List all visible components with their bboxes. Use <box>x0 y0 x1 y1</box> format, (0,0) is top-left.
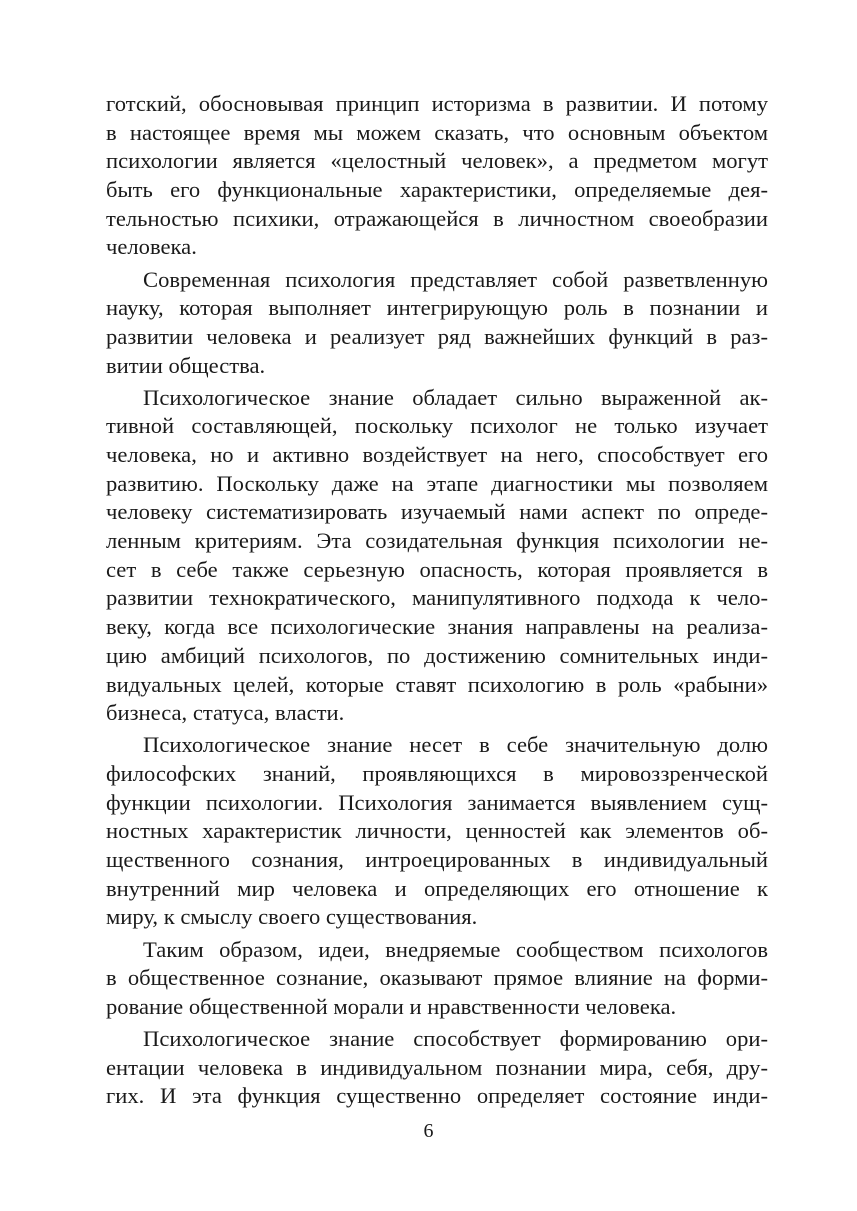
text-line: Психологическое знание несет в себе значительную долю <box>143 732 768 758</box>
text-line: в общественное сознание, оказывают прямое влияние на форми- <box>106 965 768 991</box>
text-line: в настоящее время мы можем сказать, что основным объектом <box>106 119 768 145</box>
text-line: функции психологии. Психология занимается выявлением сущ- <box>106 789 768 815</box>
text-line: развитию. Поскольку даже на этапе диагностики мы позволяем <box>106 470 768 496</box>
paragraph-3 <box>106 384 768 728</box>
text-line: развитии человека и реализует ряд важнейших функций в раз- <box>106 323 768 349</box>
text-line: психологии является «целостный человек», а предметом могут <box>106 148 768 174</box>
text-line: щественного сознания, интроецированных в индивидуальный <box>106 847 768 873</box>
text-line: витии общества. <box>106 352 266 378</box>
paragraph-6 <box>106 1025 768 1111</box>
text-line: тивной составляющей, поскольку психолог не только изучает <box>106 413 768 439</box>
text-line: философских знаний, проявляющихся в мировоззренческой <box>106 760 768 786</box>
text-line: развитии технократического, манипулятивного подхода к чело- <box>106 585 768 611</box>
text-line: ностных характеристик личности, ценностей как элементов об- <box>106 818 768 844</box>
text-line: человека. <box>106 234 197 260</box>
text-line: бизнеса, статуса, власти. <box>106 700 345 726</box>
paragraph-2 <box>106 266 768 381</box>
text-line: Современная психология представляет собой разветвленную <box>143 266 768 292</box>
text-line: быть его функциональные характеристики, определяемые дея- <box>106 177 768 203</box>
page-number: 6 <box>423 1120 434 1142</box>
text-line: человека, но и активно воздействует на него, способствует его <box>106 442 768 468</box>
text-line: цию амбиций психологов, по достижению сомнительных инди- <box>106 642 768 668</box>
paragraph-4 <box>106 731 768 932</box>
text-line: готский, обосновывая принцип историзма в развитии. И потому <box>106 91 768 116</box>
text-line: Психологическое знание обладает сильно выраженной ак- <box>143 384 768 410</box>
text-line: рование общественной морали и нравственности человека. <box>106 993 677 1019</box>
text-line: Психологическое знание способствует формированию ори- <box>143 1025 768 1051</box>
page-body <box>106 90 768 1114</box>
text-line: веку, когда все психологические знания направлены на реализа- <box>106 614 768 640</box>
text-line: ленным критериям. Эта созидательная функция психологии не- <box>106 528 768 554</box>
text-line: ентации человека в индивидуальном познании мира, себя, дру- <box>106 1054 768 1080</box>
text-line: видуальных целей, которые ставят психологию в роль «рабыни» <box>106 671 768 697</box>
text-line: науку, которая выполняет интегрирующую роль в познании и <box>106 295 768 321</box>
paragraph-1 <box>106 90 768 262</box>
text-line: миру, к смыслу своего существования. <box>106 904 478 930</box>
text-line: внутренний мир человека и определяющих его отношение к <box>106 875 768 901</box>
text-line: тельностью психики, отражающейся в личностном своеобразии <box>106 205 768 231</box>
text-line: гих. И эта функция существенно определяет состояние инди- <box>106 1083 768 1109</box>
text-line: человеку систематизировать изучаемый нами аспект по опреде- <box>106 499 768 525</box>
text-line: сет в себе также серьезную опасность, которая проявляется в <box>106 556 768 582</box>
paragraph-5 <box>106 936 768 1022</box>
text-line: Таким образом, идеи, внедряемые сообществом психологов <box>143 936 768 962</box>
